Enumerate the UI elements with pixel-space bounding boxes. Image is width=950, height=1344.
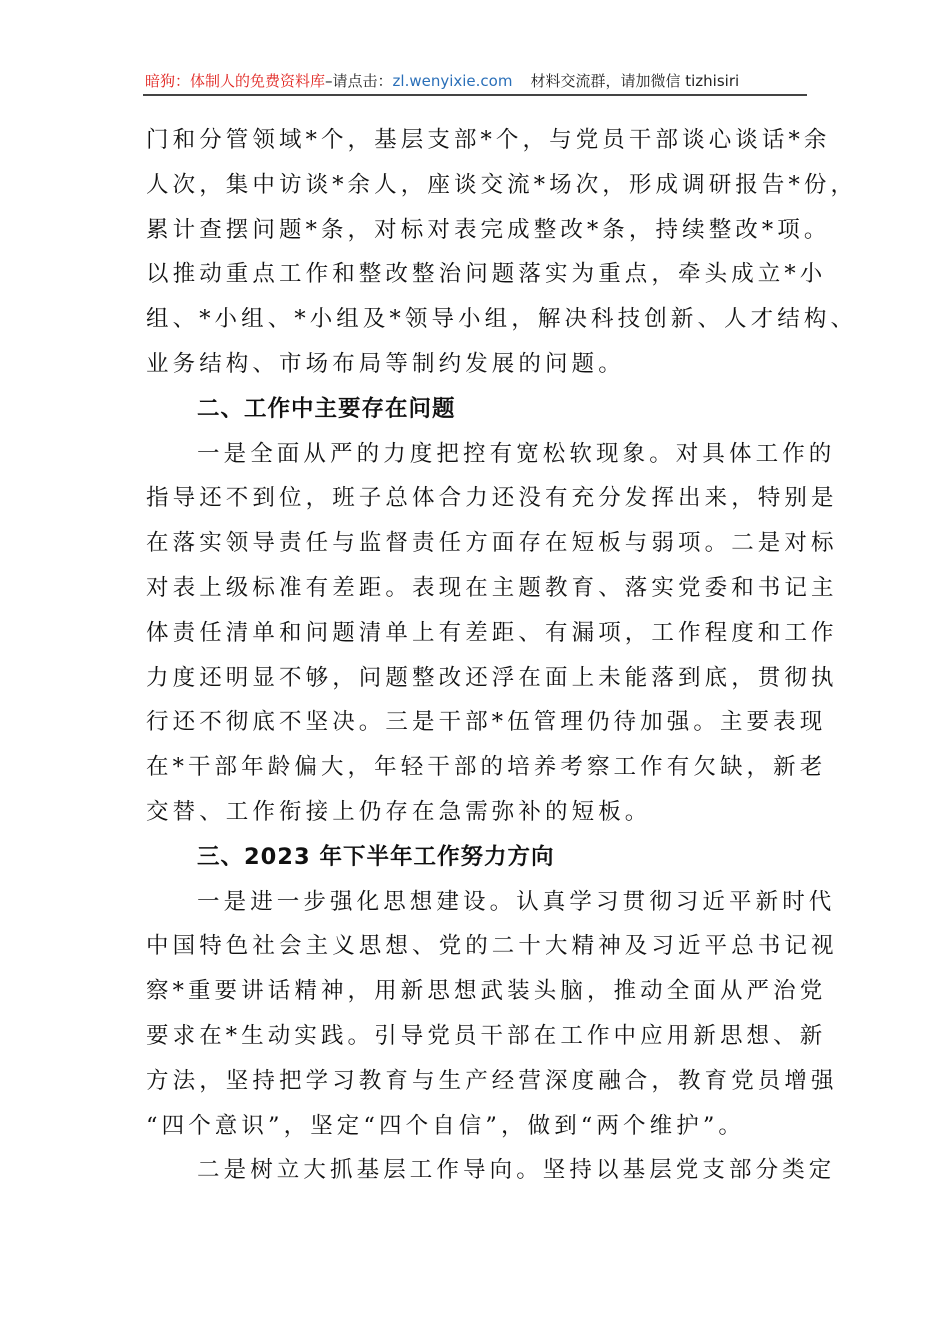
header-contact: 材料交流群，请加微信 tizhisiri [530,72,740,90]
section-heading: 三、2023 年下半年工作努力方向 [197,843,555,870]
header-rule [143,94,807,96]
paragraph-line: 业务结构、市场布局等制约发展的问题。 [146,351,625,377]
paragraph-line: 力度还明显不够，问题整改还浮在面上未能落到底，贯彻执 [146,664,838,691]
paragraph-line: 在落实领导责任与监督责任方面存在短板与弱项。二是对标 [146,530,838,557]
header-url-link[interactable]: zl.wenyixie.com [392,72,513,90]
page-header [145,70,807,92]
paragraph-line: 门和分管领域*个，基层支部*个，与党员干部谈心谈话*余 [146,127,831,153]
paragraph-line: 人次，集中访谈*余人，座谈交流*场次，形成调研报告*份， [146,171,858,198]
paragraph-line: 交替、工作衔接上仍存在急需弥补的短板。 [146,799,652,825]
paragraph-line: 一是全面从严的力度把控有宽松软现象。对具体工作的 [197,440,836,467]
paragraph-line: 累计查摆问题*条，对标对表完成整改*条，持续整改*项。 [146,216,831,243]
paragraph-line: 一是进一步强化思想建设。认真学习贯彻习近平新时代 [197,888,836,915]
paragraph-line: 指导还不到位，班子总体合力还没有充分发挥出来，特别是 [146,485,838,512]
paragraph-line: 行还不彻底不坚决。三是干部*伍管理仍待加强。主要表现 [146,709,827,736]
header-brand: 暗狗：体制人的免费资料库 [145,72,326,90]
paragraph-line: 组、*小组、*小组及*领导小组，解决科技创新、人才结构、 [146,306,858,333]
paragraph-line: 察*重要讲话精神，用新思想武装头脑，推动全面从严治党 [146,978,827,1005]
paragraph-line: 体责任清单和问题清单上有差距、有漏项，工作程度和工作 [146,619,838,646]
paragraph-line: 方法，坚持把学习教育与生产经营深度融合，教育党员增强 [146,1067,838,1094]
section-heading: 二、工作中主要存在问题 [197,395,456,422]
paragraph-line: 以推动重点工作和整改整治问题落实为重点，牵头成立*小 [146,261,827,288]
paragraph-line: 要求在*生动实践。引导党员干部在工作中应用新思想、新 [146,1023,827,1049]
paragraph-line: 中国特色社会主义思想、党的二十大精神及习近平总书记视 [146,933,838,960]
paragraph-line: “四个意识”，坚定“四个自信”，做到“两个维护”。 [146,1112,746,1139]
paragraph-line: 二是树立大抓基层工作导向。坚持以基层党支部分类定 [197,1157,836,1184]
paragraph-line: 在*干部年龄偏大，年轻干部的培养考察工作有欠缺，新老 [146,754,827,781]
paragraph-line: 对表上级标准有差距。表现在主题教育、落实党委和书记主 [146,575,838,601]
header-prompt: –请点击： [325,72,393,90]
